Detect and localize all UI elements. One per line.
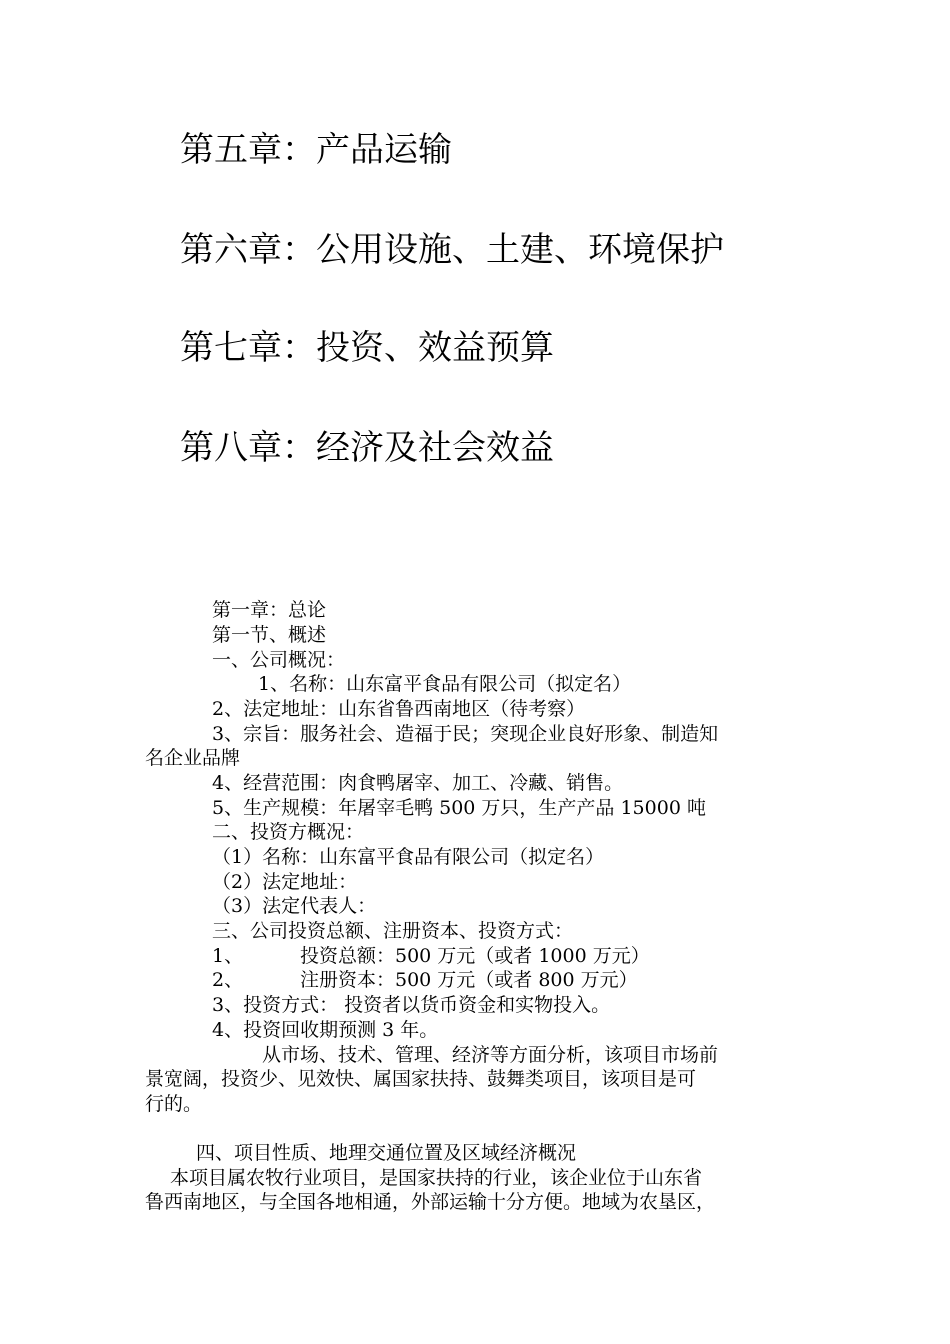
- chapter-heading-8: 第八章：经济及社会效益: [180, 428, 554, 468]
- company-scope-line: 4、经营范围：肉食鸭屠宰、加工、冷藏、销售。: [212, 772, 624, 794]
- company-purpose-line2: 名企业品牌: [145, 747, 241, 769]
- company-address-line: 2、法定地址：山东省鲁西南地区（待考察）: [212, 698, 586, 720]
- investor-name-line: （1）名称：山东富平食品有限公司（拟定名）: [212, 846, 605, 868]
- analysis-line-2: 景宽阔，投资少、见效快、属国家扶持、鼓舞类项目，该项目是可: [145, 1068, 697, 1090]
- chapter-heading-7: 第七章：投资、效益预算: [180, 328, 554, 368]
- investor-overview-heading: 二、投资方概况：: [212, 821, 365, 843]
- investment-method-line: 3、投资方式： 投资者以货币资金和实物投入。: [212, 994, 611, 1016]
- body-chapter-heading: 第一章：总论: [212, 599, 327, 621]
- body-section-heading: 第一节、概述: [212, 624, 327, 646]
- investor-address-line: （2）法定地址：: [212, 871, 358, 893]
- analysis-line-3: 行的。: [145, 1093, 203, 1115]
- company-purpose-line1: 3、宗旨：服务社会、造福于民；突现企业良好形象、制造知: [212, 723, 719, 745]
- company-name-line: 1、名称：山东富平食品有限公司（拟定名）: [258, 673, 632, 695]
- investment-heading: 三、公司投资总额、注册资本、投资方式：: [212, 920, 574, 942]
- analysis-line-1: 从市场、技术、管理、经济等方面分析，该项目市场前: [262, 1044, 719, 1066]
- investment-item2-number: 2、: [212, 969, 244, 991]
- investment-total-line: 投资总额：500 万元（或者 1000 万元）: [300, 945, 650, 967]
- company-scale-line: 5、生产规模：年屠宰毛鸭 500 万只，生产产品 15000 吨: [212, 797, 706, 819]
- project-nature-line-2: 鲁西南地区，与全国各地相通，外部运输十分方便。地域为农垦区，: [145, 1191, 716, 1213]
- project-nature-heading: 四、项目性质、地理交通位置及区域经济概况: [196, 1142, 577, 1164]
- chapter-heading-5: 第五章：产品运输: [180, 130, 452, 170]
- chapter-heading-6: 第六章：公用设施、土建、环境保护: [180, 230, 724, 270]
- investment-item1-number: 1、: [212, 945, 244, 967]
- project-nature-line-1: 本项目属农牧行业项目，是国家扶持的行业，该企业位于山东省: [170, 1167, 703, 1189]
- company-overview-heading: 一、公司概况：: [212, 649, 346, 671]
- payback-period-line: 4、投资回收期预测 3 年。: [212, 1019, 439, 1041]
- registered-capital-line: 注册资本：500 万元（或者 800 万元）: [300, 969, 638, 991]
- investor-representative-line: （3）法定代表人：: [212, 895, 377, 917]
